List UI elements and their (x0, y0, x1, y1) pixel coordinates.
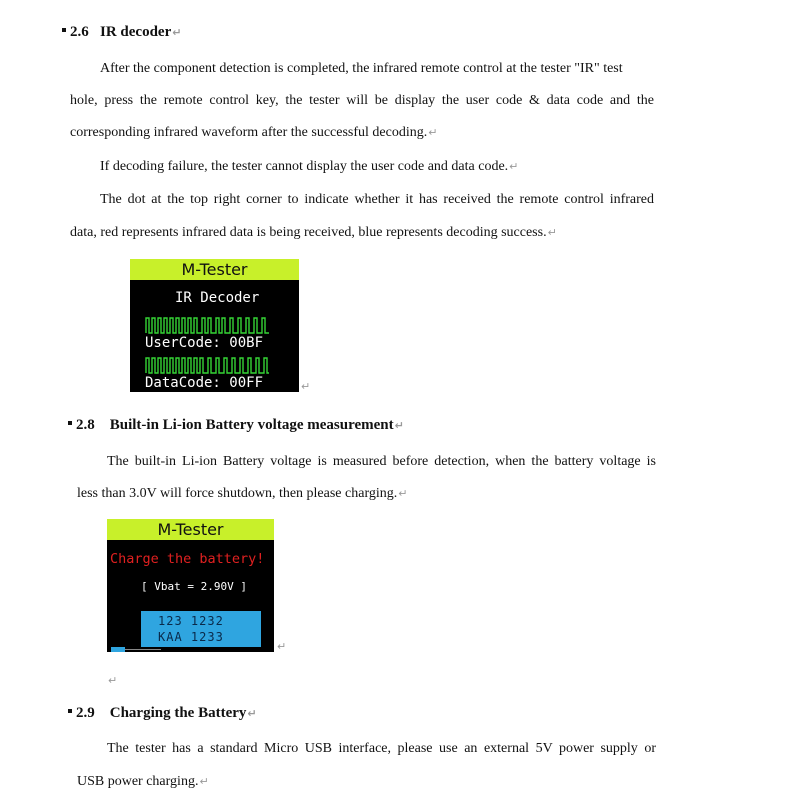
screen-title: M-Tester (107, 519, 274, 540)
paragraph-line: corresponding infrared waveform after the successful decoding.↵ (70, 125, 438, 140)
status-keypad-panel (141, 611, 261, 647)
paragraph-mark-icon: ↵ (172, 26, 182, 39)
battery-warning-screen (107, 519, 274, 652)
paragraph-mark-icon: ↵ (277, 640, 287, 653)
section-heading-ir: 2.6 IR decoder↵ (62, 24, 181, 41)
paragraph-mark-icon: ↵ (509, 160, 519, 173)
ir-waveform-user (145, 315, 271, 335)
paragraph-mark-icon: ↵ (398, 487, 408, 500)
vbat-readout: [ Vbat = 2.90V ] (141, 580, 247, 593)
paragraph-line: less than 3.0V will force shutdown, then please charging.↵ (77, 486, 408, 501)
data-code-readout: DataCode: 00FF (145, 375, 264, 391)
screen-heading: IR Decoder (175, 290, 260, 306)
keypad-row: 123 1232 (158, 614, 224, 628)
paragraph-line: data, red represents infrared data is being received, blue represents decoding success.↵ (70, 225, 557, 240)
paragraph-mark-icon: ↵ (428, 126, 438, 139)
section-heading-battery: 2.8 Built-in Li-ion Battery voltage measurement↵ (68, 417, 404, 434)
paragraph-line: The built-in Li-ion Battery voltage is measured before detection, when the battery voltage is (107, 454, 656, 469)
paragraph-mark-icon: ↵ (247, 707, 257, 720)
paragraph-mark-icon: ↵ (199, 775, 209, 788)
paragraph-mark-icon: ↵ (108, 674, 118, 687)
battery-level-bar (111, 647, 125, 652)
paragraph-line: If decoding failure, the tester cannot display the user code and data code.↵ (100, 159, 519, 174)
section-heading-charging: 2.9 Charging the Battery↵ (68, 705, 257, 722)
battery-level-track (125, 649, 161, 650)
bullet-icon (62, 28, 66, 32)
paragraph-line: hole, press the remote control key, the tester will be display the user code & data code and the (70, 93, 654, 108)
user-code-readout: UserCode: 00BF (145, 335, 264, 351)
screen-title: M-Tester (130, 259, 299, 280)
paragraph-mark-icon: ↵ (547, 226, 557, 239)
ir-decoder-screen (130, 259, 299, 392)
paragraph-line: The dot at the top right corner to indicate whether it has received the remote control infrared (100, 192, 654, 207)
paragraph-line: The tester has a standard Micro USB interface, please use an external 5V power supply or (107, 741, 656, 756)
paragraph-line: After the component detection is completed, the infrared remote control at the tester "IR" test (100, 61, 623, 76)
bullet-icon (68, 421, 72, 425)
paragraph-mark-icon: ↵ (394, 419, 404, 432)
charge-warning: Charge the battery! (110, 551, 265, 567)
keypad-row: KAA 1233 (158, 630, 224, 644)
ir-waveform-data (145, 355, 271, 375)
bullet-icon (68, 709, 72, 713)
paragraph-mark-icon: ↵ (301, 380, 311, 393)
paragraph-line: USB power charging.↵ (77, 774, 209, 789)
